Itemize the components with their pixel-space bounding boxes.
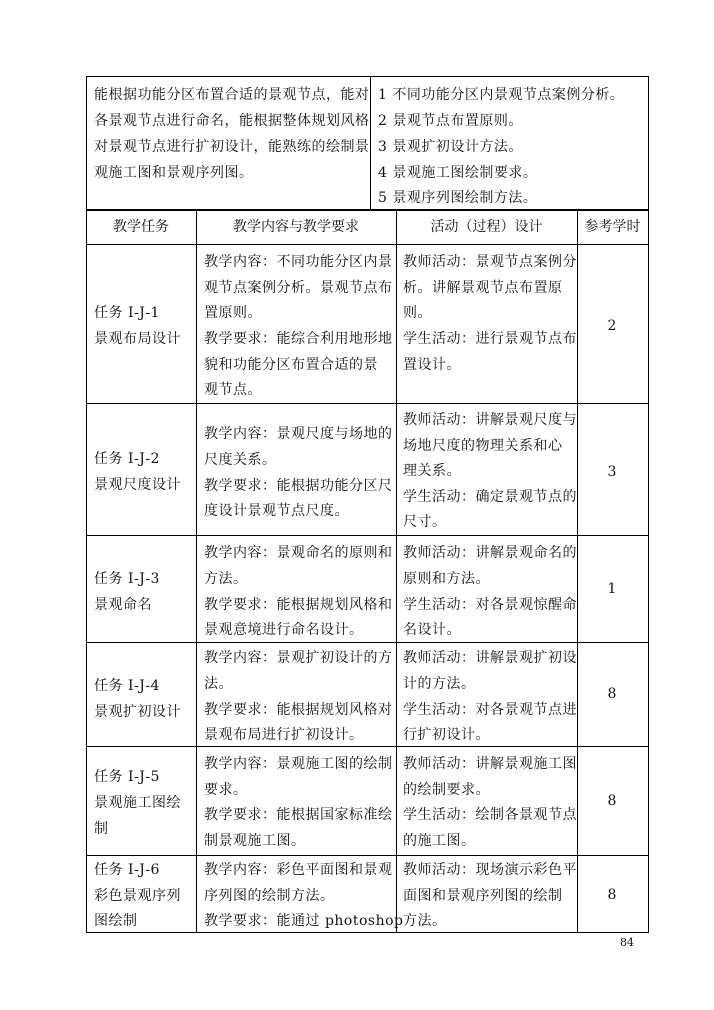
activity-cell: 教师活动：讲解景观扩初设 — [403, 650, 577, 666]
content-cell: 法。 — [204, 676, 233, 692]
header-bottom-border — [86, 244, 649, 245]
activity-cell: 的施工图。 — [403, 833, 476, 849]
header-content: 教学内容与教学要求 — [233, 219, 359, 235]
content-cell: 置原则。 — [204, 305, 262, 321]
content-cell: 教学要求：能根据功能分区尺 — [204, 478, 393, 494]
col-border — [648, 209, 649, 933]
task-cell: 景观扩初设计 — [94, 704, 181, 720]
objectives-line: 观施工图和景观序列图。 — [94, 165, 254, 181]
activity-cell: 教师活动：现场演示彩色平 — [403, 862, 577, 878]
content-cell: 教学要求：能根据规划风格和 — [204, 597, 393, 613]
content-cell: 教学内容：景观命名的原则和 — [204, 545, 393, 561]
row-border — [86, 642, 649, 643]
activity-cell: 行扩初设计。 — [403, 727, 490, 743]
header-activity: 活动（过程）设计 — [430, 219, 543, 235]
content-cell: 貌和功能分区布置合适的景 — [204, 357, 378, 373]
task-cell: 任务 I-J-2 — [94, 451, 160, 467]
col-border — [196, 209, 197, 933]
activity-cell: 方法。 — [403, 913, 447, 929]
activity-cell: 理关系。 — [403, 463, 461, 479]
task-cell: 任务 I-J-1 — [94, 305, 160, 321]
content-cell: 景观布局进行扩初设计。 — [204, 727, 364, 743]
content-cell: 教学要求：能通过 photoshop — [204, 913, 404, 929]
task-cell: 彩色景观序列 — [94, 888, 181, 904]
activity-cell: 原则和方法。 — [403, 571, 490, 587]
topics-line: 1 不同功能分区内景观节点案例分析。 — [378, 87, 625, 103]
activity-cell: 计的方法。 — [403, 676, 476, 692]
activity-cell: 尺寸。 — [403, 514, 447, 530]
top-left-border — [86, 76, 87, 210]
col-border — [577, 209, 578, 933]
activity-cell: 的绘制要求。 — [403, 782, 490, 798]
task-cell: 任务 I-J-4 — [94, 678, 160, 694]
task-cell: 景观施工图绘 — [94, 795, 181, 811]
activity-cell: 场地尺度的物理关系和心 — [403, 438, 563, 454]
content-cell: 教学内容：不同功能分区内景 — [204, 254, 393, 270]
activity-cell: 学生活动：确定景观节点的 — [403, 489, 577, 505]
activity-cell: 学生活动：对各景观节点进 — [403, 702, 577, 718]
content-cell: 度设计景观节点尺度。 — [204, 503, 349, 519]
row-border — [86, 403, 649, 404]
content-cell: 教学内容：景观扩初设计的方 — [204, 650, 393, 666]
objectives-line: 各景观节点进行命名，能根据整体规划风格 — [94, 113, 370, 129]
header-hours: 参考学时 — [584, 219, 641, 235]
activity-cell: 面图和景观序列图的绘制 — [403, 888, 563, 904]
content-cell: 教学要求：能根据国家标准绘 — [204, 807, 393, 823]
activity-cell: 置设计。 — [403, 357, 461, 373]
topics-line: 5 景观序列图绘制方法。 — [378, 190, 538, 206]
activity-cell: 教师活动：讲解景观施工图 — [403, 756, 577, 772]
objectives-line: 能根据功能分区布置合适的景观节点，能对 — [94, 87, 370, 103]
hours-cell: 8 — [607, 887, 617, 903]
task-cell: 任务 I-J-6 — [94, 862, 160, 878]
activity-cell: 学生活动：绘制各景观节点 — [403, 807, 577, 823]
content-cell: 景观意境进行命名设计。 — [204, 622, 364, 638]
row-border — [86, 855, 649, 856]
task-cell: 任务 I-J-3 — [94, 571, 160, 587]
content-cell: 教学内容：彩色平面图和景观 — [204, 862, 393, 878]
col-border — [396, 209, 397, 933]
row-border — [86, 746, 649, 747]
content-cell: 要求。 — [204, 782, 248, 798]
task-cell: 景观尺度设计 — [94, 477, 181, 493]
content-cell: 教学内容：景观尺度与场地的 — [204, 426, 393, 442]
content-cell: 制景观施工图。 — [204, 833, 306, 849]
content-cell: 方法。 — [204, 571, 248, 587]
activity-cell: 学生活动：对各景观惊醒命 — [403, 597, 577, 613]
activity-cell: 教师活动：景观节点案例分 — [403, 254, 577, 270]
col-border — [86, 209, 87, 933]
row-border — [86, 535, 649, 536]
content-cell: 观节点。 — [204, 382, 262, 398]
hours-cell: 3 — [607, 464, 617, 480]
content-cell: 观节点案例分析。景观节点布 — [204, 280, 393, 296]
topics-line: 4 景观施工图绘制要求。 — [378, 165, 538, 181]
content-cell: 教学要求：能综合利用地形地 — [204, 331, 393, 347]
activity-cell: 析。讲解景观节点布置原 — [403, 280, 563, 296]
task-cell: 景观布局设计 — [94, 331, 181, 347]
top-right-border — [648, 76, 649, 210]
activity-cell: 则。 — [403, 305, 432, 321]
hours-cell: 2 — [607, 318, 617, 334]
task-cell: 景观命名 — [94, 597, 152, 613]
top-middle-border — [370, 76, 371, 210]
activity-cell: 教师活动：讲解景观命名的 — [403, 545, 577, 561]
table-top-border — [86, 209, 649, 211]
content-cell: 序列图的绘制方法。 — [204, 888, 335, 904]
activity-cell: 学生活动：进行景观节点布 — [403, 331, 577, 347]
topics-line: 2 景观节点布置原则。 — [378, 113, 523, 129]
objectives-line: 对景观节点进行扩初设计，能熟练的绘制景 — [94, 139, 370, 155]
page-number: 84 — [620, 936, 634, 949]
content-cell: 尺度关系。 — [204, 452, 277, 468]
content-cell: 教学内容：景观施工图的绘制 — [204, 756, 393, 772]
activity-cell: 教师活动：讲解景观尺度与 — [403, 412, 577, 428]
activity-cell: 名设计。 — [403, 622, 461, 638]
hours-cell: 1 — [607, 581, 617, 597]
topics-line: 3 景观扩初设计方法。 — [378, 139, 523, 155]
top-border — [86, 76, 649, 77]
task-cell: 制 — [94, 821, 109, 837]
hours-cell: 8 — [607, 686, 617, 702]
hours-cell: 8 — [607, 793, 617, 809]
content-cell: 教学要求：能根据规划风格对 — [204, 702, 393, 718]
task-cell: 图绘制 — [94, 913, 138, 929]
header-task: 教学任务 — [113, 219, 169, 235]
task-cell: 任务 I-J-5 — [94, 769, 160, 785]
